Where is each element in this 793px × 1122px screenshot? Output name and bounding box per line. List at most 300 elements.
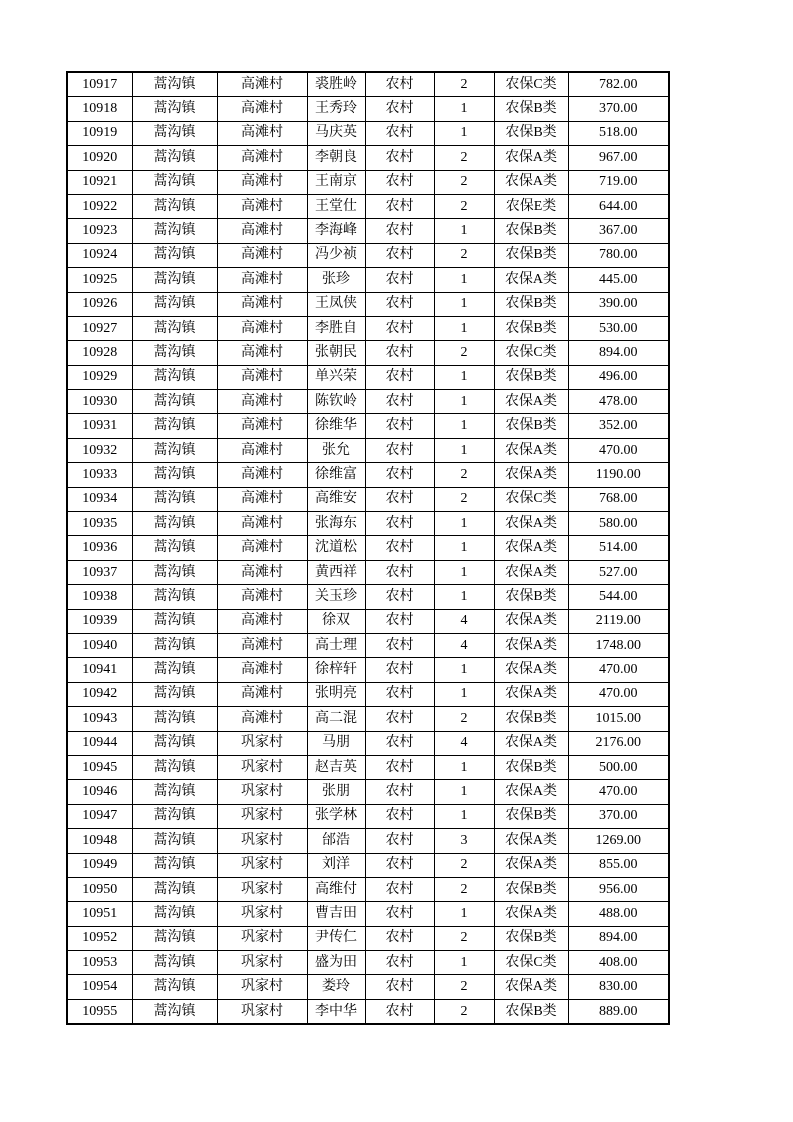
table-cell-insurance-type: 农保B类 xyxy=(494,926,568,950)
table-cell-town: 蒿沟镇 xyxy=(132,877,217,901)
table-cell-town: 蒿沟镇 xyxy=(132,243,217,267)
table-cell-record-id: 10935 xyxy=(67,512,132,536)
table-cell-town: 蒿沟镇 xyxy=(132,804,217,828)
table-cell-person-count: 1 xyxy=(434,292,494,316)
table-cell-residence-type: 农村 xyxy=(365,390,434,414)
table-cell-amount: 470.00 xyxy=(568,658,669,682)
table-cell-person-name: 张朋 xyxy=(307,780,365,804)
table-cell-residence-type: 农村 xyxy=(365,633,434,657)
table-cell-record-id: 10947 xyxy=(67,804,132,828)
table-cell-insurance-type: 农保A类 xyxy=(494,463,568,487)
table-cell-person-name: 徐维华 xyxy=(307,414,365,438)
table-cell-residence-type: 农村 xyxy=(365,146,434,170)
table-row xyxy=(67,585,669,609)
table-cell-person-count: 2 xyxy=(434,853,494,877)
table-cell-town: 蒿沟镇 xyxy=(132,438,217,462)
table-cell-residence-type: 农村 xyxy=(365,341,434,365)
table-cell-amount: 894.00 xyxy=(568,926,669,950)
table-cell-village: 高滩村 xyxy=(217,316,307,340)
table-cell-village: 巩家村 xyxy=(217,951,307,975)
table-cell-person-count: 1 xyxy=(434,755,494,779)
table-cell-insurance-type: 农保A类 xyxy=(494,829,568,853)
table-cell-record-id: 10940 xyxy=(67,633,132,657)
table-cell-village: 巩家村 xyxy=(217,780,307,804)
table-cell-village: 高滩村 xyxy=(217,170,307,194)
table-cell-person-name: 关玉珍 xyxy=(307,585,365,609)
table-cell-insurance-type: 农保C类 xyxy=(494,341,568,365)
table-cell-record-id: 10928 xyxy=(67,341,132,365)
table-cell-person-name: 李胜自 xyxy=(307,316,365,340)
table-cell-village: 高滩村 xyxy=(217,585,307,609)
table-cell-person-count: 2 xyxy=(434,707,494,731)
table-cell-town: 蒿沟镇 xyxy=(132,902,217,926)
table-row xyxy=(67,902,669,926)
table-cell-person-count: 1 xyxy=(434,560,494,584)
table-cell-residence-type: 农村 xyxy=(365,585,434,609)
table-cell-town: 蒿沟镇 xyxy=(132,414,217,438)
table-cell-village: 高滩村 xyxy=(217,194,307,218)
table-cell-insurance-type: 农保B类 xyxy=(494,121,568,145)
table-cell-amount: 889.00 xyxy=(568,999,669,1024)
table-cell-residence-type: 农村 xyxy=(365,682,434,706)
table-cell-village: 巩家村 xyxy=(217,975,307,999)
table-cell-record-id: 10924 xyxy=(67,243,132,267)
table-cell-person-count: 2 xyxy=(434,926,494,950)
table-cell-amount: 370.00 xyxy=(568,804,669,828)
table-cell-person-count: 1 xyxy=(434,804,494,828)
table-cell-village: 巩家村 xyxy=(217,999,307,1024)
table-cell-person-count: 2 xyxy=(434,487,494,511)
table-row xyxy=(67,121,669,145)
table-cell-person-count: 1 xyxy=(434,536,494,560)
table-cell-residence-type: 农村 xyxy=(365,438,434,462)
table-cell-town: 蒿沟镇 xyxy=(132,633,217,657)
table-row xyxy=(67,146,669,170)
table-cell-person-name: 高士理 xyxy=(307,633,365,657)
table-cell-amount: 894.00 xyxy=(568,341,669,365)
table-row xyxy=(67,512,669,536)
table-cell-village: 高滩村 xyxy=(217,121,307,145)
table-cell-town: 蒿沟镇 xyxy=(132,560,217,584)
table-cell-person-name: 徐梓轩 xyxy=(307,658,365,682)
table-cell-person-name: 张明亮 xyxy=(307,682,365,706)
table-cell-person-count: 4 xyxy=(434,633,494,657)
table-cell-village: 巩家村 xyxy=(217,755,307,779)
table-cell-person-name: 曹吉田 xyxy=(307,902,365,926)
table-cell-person-count: 1 xyxy=(434,658,494,682)
table-cell-town: 蒿沟镇 xyxy=(132,316,217,340)
table-cell-town: 蒿沟镇 xyxy=(132,780,217,804)
table-cell-person-count: 1 xyxy=(434,121,494,145)
table-cell-record-id: 10939 xyxy=(67,609,132,633)
table-cell-amount: 544.00 xyxy=(568,585,669,609)
table-cell-insurance-type: 农保B类 xyxy=(494,365,568,389)
table-cell-person-count: 1 xyxy=(434,438,494,462)
table-cell-record-id: 10934 xyxy=(67,487,132,511)
table-cell-record-id: 10951 xyxy=(67,902,132,926)
table-cell-residence-type: 农村 xyxy=(365,731,434,755)
table-cell-person-count: 2 xyxy=(434,146,494,170)
table-row xyxy=(67,414,669,438)
table-cell-residence-type: 农村 xyxy=(365,999,434,1024)
table-cell-amount: 470.00 xyxy=(568,682,669,706)
table-cell-insurance-type: 农保A类 xyxy=(494,536,568,560)
table-cell-village: 巩家村 xyxy=(217,731,307,755)
table-cell-person-name: 黄西祥 xyxy=(307,560,365,584)
table-cell-amount: 370.00 xyxy=(568,97,669,121)
table-cell-record-id: 10925 xyxy=(67,268,132,292)
table-cell-town: 蒿沟镇 xyxy=(132,121,217,145)
table-cell-amount: 1269.00 xyxy=(568,829,669,853)
table-row xyxy=(67,804,669,828)
table-cell-person-count: 1 xyxy=(434,268,494,292)
table-cell-person-count: 1 xyxy=(434,316,494,340)
table-cell-insurance-type: 农保B类 xyxy=(494,804,568,828)
table-cell-person-name: 邰浩 xyxy=(307,829,365,853)
table-cell-person-name: 徐维富 xyxy=(307,463,365,487)
table-cell-amount: 780.00 xyxy=(568,243,669,267)
table-cell-village: 高滩村 xyxy=(217,438,307,462)
table-cell-insurance-type: 农保B类 xyxy=(494,219,568,243)
table-row xyxy=(67,658,669,682)
table-cell-insurance-type: 农保C类 xyxy=(494,487,568,511)
table-cell-village: 高滩村 xyxy=(217,365,307,389)
table-cell-insurance-type: 农保A类 xyxy=(494,975,568,999)
table-cell-person-name: 徐双 xyxy=(307,609,365,633)
table-cell-person-count: 2 xyxy=(434,341,494,365)
table-cell-person-name: 赵吉英 xyxy=(307,755,365,779)
table-cell-residence-type: 农村 xyxy=(365,243,434,267)
table-cell-person-name: 陈钦岭 xyxy=(307,390,365,414)
table-cell-person-name: 张允 xyxy=(307,438,365,462)
table-cell-person-name: 王南京 xyxy=(307,170,365,194)
table-cell-person-name: 裘胜岭 xyxy=(307,72,365,97)
table-cell-person-name: 高维付 xyxy=(307,877,365,901)
table-cell-village: 高滩村 xyxy=(217,414,307,438)
table-cell-record-id: 10946 xyxy=(67,780,132,804)
table-cell-insurance-type: 农保A类 xyxy=(494,609,568,633)
table-cell-village: 高滩村 xyxy=(217,707,307,731)
table-cell-town: 蒿沟镇 xyxy=(132,609,217,633)
table-cell-village: 巩家村 xyxy=(217,829,307,853)
table-cell-amount: 390.00 xyxy=(568,292,669,316)
table-cell-record-id: 10945 xyxy=(67,755,132,779)
table-row xyxy=(67,975,669,999)
table-cell-insurance-type: 农保B类 xyxy=(494,292,568,316)
benefits-table xyxy=(66,71,670,1025)
table-cell-amount: 470.00 xyxy=(568,438,669,462)
table-row xyxy=(67,292,669,316)
table-cell-record-id: 10938 xyxy=(67,585,132,609)
table-cell-record-id: 10920 xyxy=(67,146,132,170)
table-cell-town: 蒿沟镇 xyxy=(132,97,217,121)
table-cell-person-name: 单兴荣 xyxy=(307,365,365,389)
table-row xyxy=(67,780,669,804)
table-row xyxy=(67,390,669,414)
table-cell-residence-type: 农村 xyxy=(365,316,434,340)
table-cell-person-count: 2 xyxy=(434,243,494,267)
table-cell-amount: 768.00 xyxy=(568,487,669,511)
table-row xyxy=(67,97,669,121)
table-cell-residence-type: 农村 xyxy=(365,414,434,438)
table-cell-person-count: 1 xyxy=(434,97,494,121)
table-cell-amount: 782.00 xyxy=(568,72,669,97)
table-cell-amount: 514.00 xyxy=(568,536,669,560)
table-row xyxy=(67,633,669,657)
table-cell-person-count: 2 xyxy=(434,194,494,218)
table-cell-town: 蒿沟镇 xyxy=(132,512,217,536)
table-cell-residence-type: 农村 xyxy=(365,853,434,877)
table-cell-residence-type: 农村 xyxy=(365,463,434,487)
table-row xyxy=(67,365,669,389)
table-cell-residence-type: 农村 xyxy=(365,292,434,316)
table-cell-record-id: 10932 xyxy=(67,438,132,462)
table-cell-insurance-type: 农保E类 xyxy=(494,194,568,218)
table-cell-village: 高滩村 xyxy=(217,682,307,706)
table-cell-village: 巩家村 xyxy=(217,853,307,877)
table-cell-village: 巩家村 xyxy=(217,804,307,828)
table-cell-town: 蒿沟镇 xyxy=(132,463,217,487)
table-cell-village: 高滩村 xyxy=(217,658,307,682)
table-cell-residence-type: 农村 xyxy=(365,951,434,975)
table-cell-amount: 352.00 xyxy=(568,414,669,438)
table-cell-person-name: 刘洋 xyxy=(307,853,365,877)
table-cell-insurance-type: 农保A类 xyxy=(494,853,568,877)
table-row xyxy=(67,682,669,706)
table-cell-residence-type: 农村 xyxy=(365,877,434,901)
table-cell-town: 蒿沟镇 xyxy=(132,975,217,999)
table-cell-person-name: 张珍 xyxy=(307,268,365,292)
table-cell-village: 高滩村 xyxy=(217,292,307,316)
table-cell-town: 蒿沟镇 xyxy=(132,658,217,682)
table-cell-record-id: 10952 xyxy=(67,926,132,950)
table-row xyxy=(67,755,669,779)
table-cell-amount: 1190.00 xyxy=(568,463,669,487)
table-cell-amount: 830.00 xyxy=(568,975,669,999)
table-cell-amount: 719.00 xyxy=(568,170,669,194)
table-cell-person-name: 张海东 xyxy=(307,512,365,536)
table-cell-person-count: 4 xyxy=(434,609,494,633)
table-cell-residence-type: 农村 xyxy=(365,194,434,218)
table-cell-amount: 855.00 xyxy=(568,853,669,877)
table-cell-person-name: 张朝民 xyxy=(307,341,365,365)
table-cell-village: 巩家村 xyxy=(217,926,307,950)
table-cell-town: 蒿沟镇 xyxy=(132,731,217,755)
table-cell-residence-type: 农村 xyxy=(365,829,434,853)
table-cell-residence-type: 农村 xyxy=(365,804,434,828)
table-cell-town: 蒿沟镇 xyxy=(132,72,217,97)
table-cell-insurance-type: 农保A类 xyxy=(494,658,568,682)
table-cell-town: 蒿沟镇 xyxy=(132,170,217,194)
table-cell-residence-type: 农村 xyxy=(365,926,434,950)
table-cell-town: 蒿沟镇 xyxy=(132,390,217,414)
table-cell-residence-type: 农村 xyxy=(365,72,434,97)
table-row xyxy=(67,926,669,950)
table-cell-town: 蒿沟镇 xyxy=(132,682,217,706)
table-cell-person-count: 1 xyxy=(434,951,494,975)
table-cell-insurance-type: 农保A类 xyxy=(494,731,568,755)
table-cell-residence-type: 农村 xyxy=(365,902,434,926)
table-cell-town: 蒿沟镇 xyxy=(132,707,217,731)
table-cell-person-count: 1 xyxy=(434,365,494,389)
table-cell-record-id: 10933 xyxy=(67,463,132,487)
table-cell-record-id: 10917 xyxy=(67,72,132,97)
table-row xyxy=(67,463,669,487)
table-cell-insurance-type: 农保A类 xyxy=(494,512,568,536)
table-cell-person-name: 沈道松 xyxy=(307,536,365,560)
table-cell-town: 蒿沟镇 xyxy=(132,829,217,853)
table-cell-person-name: 冯少祯 xyxy=(307,243,365,267)
table-cell-record-id: 10926 xyxy=(67,292,132,316)
table-cell-insurance-type: 农保A类 xyxy=(494,682,568,706)
table-cell-residence-type: 农村 xyxy=(365,560,434,584)
table-cell-amount: 496.00 xyxy=(568,365,669,389)
table-cell-record-id: 10943 xyxy=(67,707,132,731)
table-cell-record-id: 10927 xyxy=(67,316,132,340)
table-row xyxy=(67,609,669,633)
table-cell-town: 蒿沟镇 xyxy=(132,951,217,975)
table-cell-village: 高滩村 xyxy=(217,609,307,633)
table-row xyxy=(67,829,669,853)
table-cell-residence-type: 农村 xyxy=(365,707,434,731)
table-cell-record-id: 10918 xyxy=(67,97,132,121)
table-row xyxy=(67,341,669,365)
table-cell-record-id: 10923 xyxy=(67,219,132,243)
table-cell-residence-type: 农村 xyxy=(365,658,434,682)
table-cell-town: 蒿沟镇 xyxy=(132,853,217,877)
table-cell-person-count: 4 xyxy=(434,731,494,755)
table-cell-insurance-type: 农保A类 xyxy=(494,633,568,657)
table-cell-person-name: 王堂仕 xyxy=(307,194,365,218)
table-cell-record-id: 10942 xyxy=(67,682,132,706)
table-cell-amount: 956.00 xyxy=(568,877,669,901)
table-cell-insurance-type: 农保B类 xyxy=(494,707,568,731)
table-cell-residence-type: 农村 xyxy=(365,170,434,194)
table-cell-insurance-type: 农保C类 xyxy=(494,72,568,97)
table-cell-insurance-type: 农保B类 xyxy=(494,243,568,267)
table-cell-amount: 488.00 xyxy=(568,902,669,926)
table-cell-person-count: 2 xyxy=(434,463,494,487)
table-row xyxy=(67,731,669,755)
table-cell-person-count: 1 xyxy=(434,902,494,926)
table-row xyxy=(67,268,669,292)
table-cell-village: 高滩村 xyxy=(217,243,307,267)
table-cell-residence-type: 农村 xyxy=(365,121,434,145)
table-row xyxy=(67,853,669,877)
table-cell-amount: 470.00 xyxy=(568,780,669,804)
table-cell-village: 高滩村 xyxy=(217,341,307,365)
table-cell-insurance-type: 农保C类 xyxy=(494,951,568,975)
table-cell-amount: 408.00 xyxy=(568,951,669,975)
table-row xyxy=(67,951,669,975)
table-cell-insurance-type: 农保A类 xyxy=(494,902,568,926)
table-cell-amount: 580.00 xyxy=(568,512,669,536)
table-cell-person-count: 1 xyxy=(434,219,494,243)
table-cell-person-name: 马庆英 xyxy=(307,121,365,145)
table-cell-insurance-type: 农保A类 xyxy=(494,390,568,414)
table-cell-record-id: 10937 xyxy=(67,560,132,584)
table-cell-amount: 644.00 xyxy=(568,194,669,218)
table-row xyxy=(67,999,669,1024)
table-cell-person-name: 李中华 xyxy=(307,999,365,1024)
table-cell-residence-type: 农村 xyxy=(365,780,434,804)
table-row xyxy=(67,438,669,462)
table-cell-town: 蒿沟镇 xyxy=(132,487,217,511)
table-cell-insurance-type: 农保B类 xyxy=(494,585,568,609)
table-cell-village: 高滩村 xyxy=(217,463,307,487)
table-cell-village: 巩家村 xyxy=(217,902,307,926)
table-cell-person-name: 李朝良 xyxy=(307,146,365,170)
table-cell-village: 高滩村 xyxy=(217,219,307,243)
table-cell-residence-type: 农村 xyxy=(365,487,434,511)
table-cell-record-id: 10948 xyxy=(67,829,132,853)
table-cell-town: 蒿沟镇 xyxy=(132,268,217,292)
table-cell-town: 蒿沟镇 xyxy=(132,146,217,170)
table-cell-insurance-type: 农保B类 xyxy=(494,97,568,121)
table-cell-village: 高滩村 xyxy=(217,268,307,292)
table-cell-person-name: 李海峰 xyxy=(307,219,365,243)
table-cell-amount: 478.00 xyxy=(568,390,669,414)
table-cell-record-id: 10922 xyxy=(67,194,132,218)
table-row xyxy=(67,316,669,340)
table-cell-residence-type: 农村 xyxy=(365,536,434,560)
table-cell-insurance-type: 农保A类 xyxy=(494,170,568,194)
table-cell-residence-type: 农村 xyxy=(365,219,434,243)
table-cell-residence-type: 农村 xyxy=(365,755,434,779)
table-cell-amount: 530.00 xyxy=(568,316,669,340)
table-cell-village: 高滩村 xyxy=(217,146,307,170)
table-cell-record-id: 10919 xyxy=(67,121,132,145)
table-cell-village: 高滩村 xyxy=(217,390,307,414)
table-row xyxy=(67,72,669,97)
table-cell-person-name: 高维安 xyxy=(307,487,365,511)
table-cell-record-id: 10949 xyxy=(67,853,132,877)
table-cell-town: 蒿沟镇 xyxy=(132,194,217,218)
table-cell-insurance-type: 农保B类 xyxy=(494,877,568,901)
table-cell-record-id: 10936 xyxy=(67,536,132,560)
table-row xyxy=(67,243,669,267)
table-cell-town: 蒿沟镇 xyxy=(132,999,217,1024)
table-row xyxy=(67,560,669,584)
table-cell-insurance-type: 农保B类 xyxy=(494,414,568,438)
table-cell-residence-type: 农村 xyxy=(365,609,434,633)
table-cell-person-count: 1 xyxy=(434,585,494,609)
table-cell-person-name: 王秀玲 xyxy=(307,97,365,121)
table-cell-insurance-type: 农保B类 xyxy=(494,999,568,1024)
table-cell-amount: 967.00 xyxy=(568,146,669,170)
table-cell-person-name: 尹传仁 xyxy=(307,926,365,950)
table-cell-residence-type: 农村 xyxy=(365,97,434,121)
table-cell-village: 高滩村 xyxy=(217,560,307,584)
table-row xyxy=(67,487,669,511)
table-cell-town: 蒿沟镇 xyxy=(132,365,217,389)
table-cell-town: 蒿沟镇 xyxy=(132,585,217,609)
table-cell-amount: 445.00 xyxy=(568,268,669,292)
table-cell-village: 高滩村 xyxy=(217,72,307,97)
table-cell-record-id: 10955 xyxy=(67,999,132,1024)
table-cell-person-count: 1 xyxy=(434,780,494,804)
table-cell-residence-type: 农村 xyxy=(365,365,434,389)
table-cell-person-count: 3 xyxy=(434,829,494,853)
table-cell-person-name: 马朋 xyxy=(307,731,365,755)
table-cell-person-name: 盛为田 xyxy=(307,951,365,975)
table-cell-record-id: 10921 xyxy=(67,170,132,194)
table-cell-person-name: 高二混 xyxy=(307,707,365,731)
table-row xyxy=(67,170,669,194)
table-cell-person-count: 1 xyxy=(434,390,494,414)
table-row xyxy=(67,707,669,731)
table-cell-amount: 1748.00 xyxy=(568,633,669,657)
